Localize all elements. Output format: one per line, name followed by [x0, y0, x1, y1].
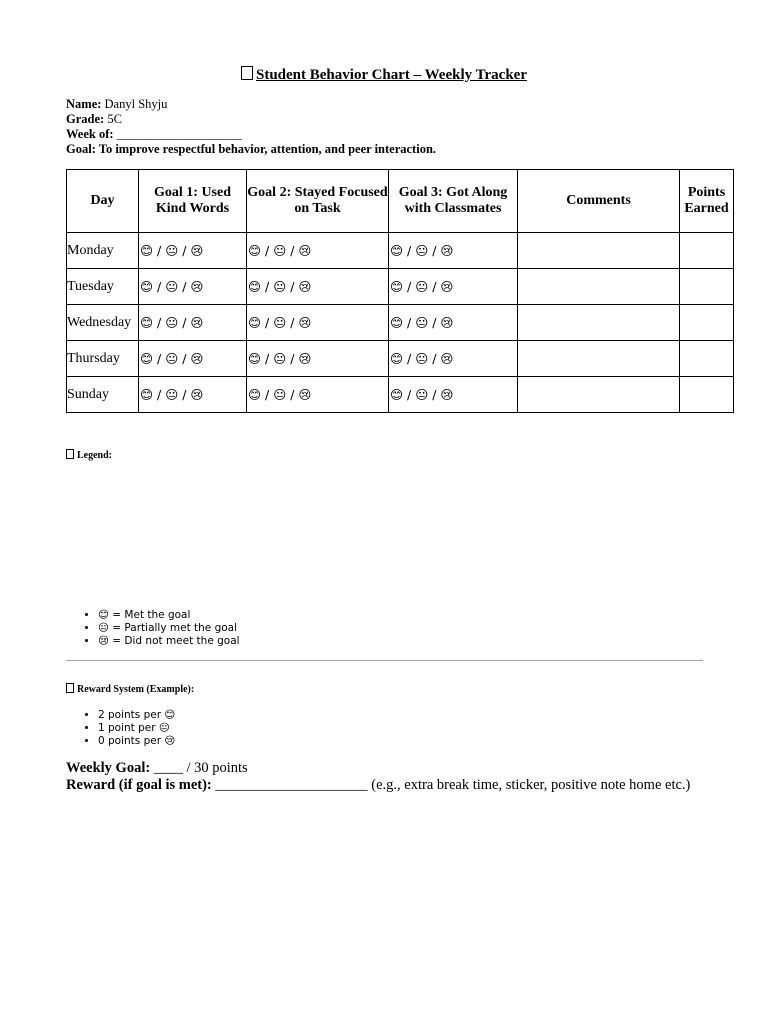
week-value: ____________________	[116, 127, 242, 141]
weekly-goal-section	[66, 760, 690, 794]
weekly-goal-label: Weekly Goal:	[66, 760, 151, 776]
goal-3-rating-cell[interactable]: 😊 / 😐 / 😢	[389, 377, 518, 413]
table-row	[67, 341, 734, 377]
week-label: Week of:	[66, 127, 114, 141]
goal-line: Goal: To improve respectful behavior, attention, and peer interaction.	[66, 142, 437, 156]
legend-heading	[66, 449, 112, 461]
legend-item: • 😐 = Partially met the goal	[98, 622, 240, 635]
student-info	[66, 97, 436, 157]
week-line	[66, 127, 436, 142]
header-goal-3: Goal 3: Got Along with Classmates	[389, 170, 518, 233]
day-cell: Sunday	[67, 377, 139, 413]
goal-3-rating-cell[interactable]: 😊 / 😐 / 😢	[389, 341, 518, 377]
comments-cell[interactable]	[518, 377, 680, 413]
table-row	[67, 305, 734, 341]
points-cell[interactable]	[680, 269, 734, 305]
day-cell: Tuesday	[67, 269, 139, 305]
points-cell[interactable]	[680, 377, 734, 413]
reward-item: • 0 points per 😢	[98, 735, 175, 748]
goal-1-rating-cell[interactable]: 😊 / 😐 / 😢	[139, 305, 247, 341]
reward-system-heading	[66, 683, 194, 695]
header-day: Day	[67, 170, 139, 233]
reward-item: • 2 points per 😊	[98, 709, 175, 722]
weekly-goal-line	[66, 760, 690, 777]
reward-line	[66, 777, 690, 794]
goal-1-rating-cell[interactable]: 😊 / 😐 / 😢	[139, 341, 247, 377]
reward-value: _____________________ (e.g., extra break time, sticker, positive note home etc.)	[215, 777, 691, 793]
table-row	[67, 377, 734, 413]
missing-glyph-icon	[241, 66, 253, 80]
table-header-row	[67, 170, 734, 233]
comments-cell[interactable]	[518, 269, 680, 305]
goal-3-rating-cell[interactable]: 😊 / 😐 / 😢	[389, 305, 518, 341]
grade-value: 5C	[107, 112, 122, 126]
grade-line	[66, 112, 436, 127]
goal-3-rating-cell[interactable]: 😊 / 😐 / 😢	[389, 269, 518, 305]
section-divider	[66, 660, 703, 661]
comments-cell[interactable]	[518, 233, 680, 269]
goal-2-rating-cell[interactable]: 😊 / 😐 / 😢	[247, 341, 389, 377]
goal-2-rating-cell[interactable]: 😊 / 😐 / 😢	[247, 269, 389, 305]
reward-system-list	[80, 709, 175, 747]
header-goal-1: Goal 1: Used Kind Words	[139, 170, 247, 233]
reward-item: • 1 point per 😐	[98, 722, 175, 735]
legend-list	[80, 609, 240, 647]
goal-1-rating-cell[interactable]: 😊 / 😐 / 😢	[139, 377, 247, 413]
missing-glyph-icon	[66, 449, 74, 459]
missing-glyph-icon	[66, 683, 74, 693]
header-goal-2: Goal 2: Stayed Focused on Task	[247, 170, 389, 233]
goal-3-rating-cell[interactable]: 😊 / 😐 / 😢	[389, 233, 518, 269]
points-cell[interactable]	[680, 305, 734, 341]
name-line	[66, 97, 436, 112]
day-cell: Monday	[67, 233, 139, 269]
table-row	[67, 269, 734, 305]
header-comments: Comments	[518, 170, 680, 233]
goal-2-rating-cell[interactable]: 😊 / 😐 / 😢	[247, 305, 389, 341]
reward-label: Reward (if goal is met):	[66, 777, 212, 793]
document-title-text: Student Behavior Chart – Weekly Tracker	[256, 67, 527, 83]
header-points: Points Earned	[680, 170, 734, 233]
goal-2-rating-cell[interactable]: 😊 / 😐 / 😢	[247, 377, 389, 413]
day-cell: Thursday	[67, 341, 139, 377]
day-cell: Wednesday	[67, 305, 139, 341]
legend-item: • 😊 = Met the goal	[98, 609, 240, 622]
reward-system-heading-text: Reward System (Example):	[77, 684, 195, 695]
grade-label: Grade:	[66, 112, 105, 126]
goal-1-rating-cell[interactable]: 😊 / 😐 / 😢	[139, 233, 247, 269]
table-row	[67, 233, 734, 269]
name-value: Danyl Shyju	[104, 97, 168, 111]
behavior-table	[66, 169, 734, 413]
comments-cell[interactable]	[518, 305, 680, 341]
legend-item: • 😢 = Did not meet the goal	[98, 635, 240, 648]
weekly-goal-value: ____ / 30 points	[153, 760, 248, 776]
goal-2-rating-cell[interactable]: 😊 / 😐 / 😢	[247, 233, 389, 269]
comments-cell[interactable]	[518, 341, 680, 377]
goal-1-rating-cell[interactable]: 😊 / 😐 / 😢	[139, 269, 247, 305]
document-title	[0, 66, 768, 84]
legend-heading-text: Legend:	[77, 450, 112, 461]
name-label: Name:	[66, 97, 102, 111]
points-cell[interactable]	[680, 233, 734, 269]
points-cell[interactable]	[680, 341, 734, 377]
